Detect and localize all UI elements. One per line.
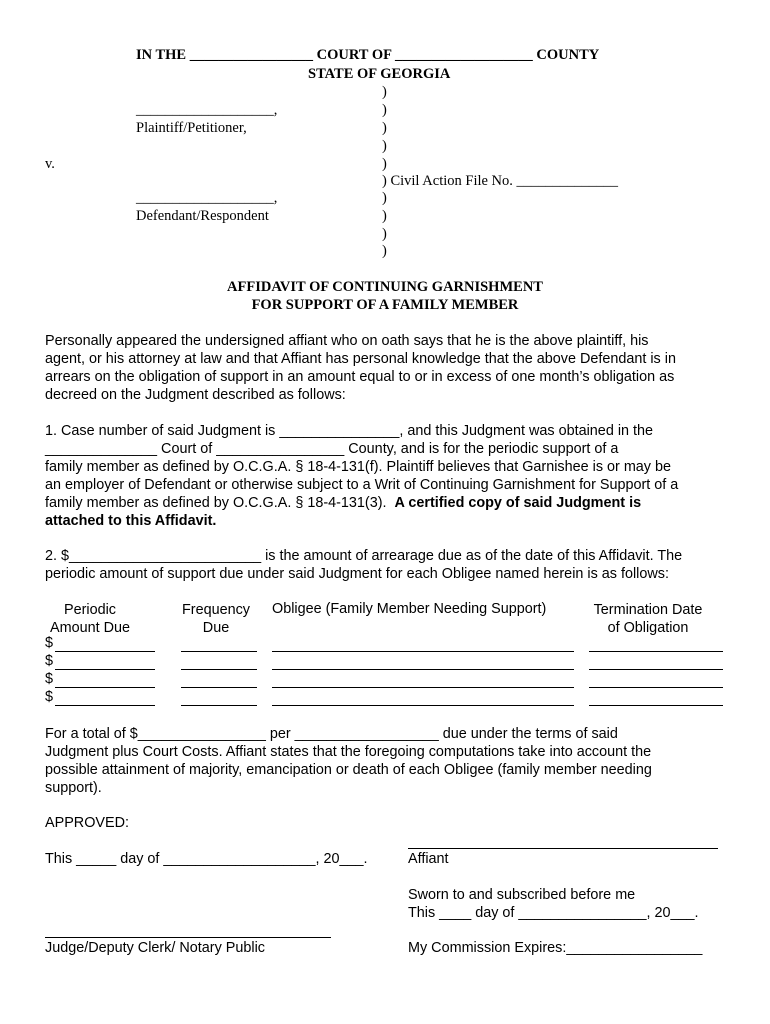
judge-signature-line (45, 937, 331, 938)
sworn-statement: Sworn to and subscribed before me (408, 887, 636, 903)
intro-line: agent, or his attorney at law and that Affiant has personal knowledge that the above Defendant is in (45, 351, 676, 367)
caption-paren: ) (382, 102, 387, 118)
judge-label: Judge/Deputy Clerk/ Notary Public (45, 940, 265, 956)
total-line: Judgment plus Court Costs. Affiant states that the foregoing computations take into account the (45, 744, 652, 760)
plaintiff-blank: ___________________, (136, 102, 278, 118)
amount-blank (55, 669, 155, 670)
frequency-blank (181, 669, 257, 670)
versus-label: v. (45, 156, 55, 172)
plaintiff-label: Plaintiff/Petitioner, (136, 120, 247, 136)
caption-paren: ) (382, 156, 387, 172)
caption-paren: ) (382, 84, 387, 100)
amount-blank (55, 651, 155, 652)
item2-line: periodic amount of support due under said Judgment for each Obligee named herein is as follows: (45, 566, 669, 582)
civil-action-file: ) Civil Action File No. ______________ (382, 173, 619, 189)
intro-line: arrears on the obligation of support in an amount equal to or in excess of one month’s obligation as (45, 369, 675, 385)
caption-paren: ) (382, 208, 387, 224)
commission-expires: My Commission Expires:_________________ (408, 940, 703, 956)
header-text: Termination Date (593, 602, 703, 618)
frequency-blank (181, 705, 257, 706)
header-text: of Obligation (607, 620, 689, 636)
col-header-termination (582, 601, 714, 637)
row-dollar: $ (45, 689, 54, 705)
obligee-blank (272, 705, 574, 706)
termination-blank (589, 705, 723, 706)
item1-line: ______________ Court of ________________ County, and is for the periodic support of a (45, 441, 619, 457)
total-line: support). (45, 780, 102, 796)
termination-blank (589, 687, 723, 688)
item1-last-plain: family member as defined by O.C.G.A. § 18-4-131(3). (45, 495, 395, 511)
header-text: Amount Due (50, 620, 130, 636)
row-dollar: $ (45, 653, 54, 669)
affiant-label: Affiant (408, 851, 449, 867)
col-header-frequency (176, 601, 256, 637)
item1-bold-continuation: attached to this Affidavit. (45, 513, 217, 529)
frequency-blank (181, 651, 257, 652)
item1-line: family member as defined by O.C.G.A. § 18-4-131(f). Plaintiff believes that Garnishee is or may be (45, 459, 672, 475)
caption-paren: ) (382, 120, 387, 136)
defendant-blank: ___________________, (136, 190, 278, 206)
approved-label: APPROVED: (45, 815, 129, 831)
caption-paren: ) (382, 243, 387, 259)
sworn-date: This ____ day of ________________, 20___. (408, 905, 699, 921)
amount-blank (55, 687, 155, 688)
header-text: Due (202, 620, 230, 636)
frequency-blank (181, 687, 257, 688)
affiant-signature-line (408, 848, 718, 849)
row-dollar: $ (45, 635, 54, 651)
item1-line: an employer of Defendant or otherwise subject to a Writ of Continuing Garnishment for Support of a (45, 477, 679, 493)
obligee-blank (272, 687, 574, 688)
state-line: STATE OF GEORGIA (308, 66, 451, 82)
item2-line: 2. $________________________ is the amount of arrearage due as of the date of this Affidavit. The (45, 548, 683, 564)
item1-line: 1. Case number of said Judgment is _______________, and this Judgment was obtained in the (45, 423, 654, 439)
col-header-obligee: Obligee (Family Member Needing Support) (272, 601, 547, 617)
item1-last-bold: A certified copy of said Judgment is (394, 495, 642, 511)
termination-blank (589, 651, 723, 652)
termination-blank (589, 669, 723, 670)
caption-paren: ) (382, 138, 387, 154)
item1-line (45, 495, 641, 511)
col-header-amount (40, 601, 140, 637)
header-text: Periodic (64, 602, 116, 618)
approved-date: This _____ day of ___________________, 20___. (45, 851, 368, 867)
amount-blank (55, 705, 155, 706)
caption-paren: ) (382, 226, 387, 242)
intro-line: Personally appeared the undersigned affiant who on oath says that he is the above plaintiff, his (45, 333, 649, 349)
intro-line: decreed on the Judgment described as follows: (45, 387, 346, 403)
header-text: Frequency (182, 602, 250, 618)
court-line: IN THE _________________ COURT OF ___________________ COUNTY (136, 47, 600, 63)
total-line: possible attainment of majority, emancipation or death of each Obligee (family member needing (45, 762, 652, 778)
defendant-label: Defendant/Respondent (136, 208, 269, 224)
row-dollar: $ (45, 671, 54, 687)
obligee-blank (272, 651, 574, 652)
caption-paren: ) (382, 190, 387, 206)
total-line: For a total of $________________ per __________________ due under the terms of said (45, 726, 618, 742)
title-line-1: AFFIDAVIT OF CONTINUING GARNISHMENT (227, 279, 543, 295)
title-line-2: FOR SUPPORT OF A FAMILY MEMBER (251, 297, 519, 313)
obligee-blank (272, 669, 574, 670)
